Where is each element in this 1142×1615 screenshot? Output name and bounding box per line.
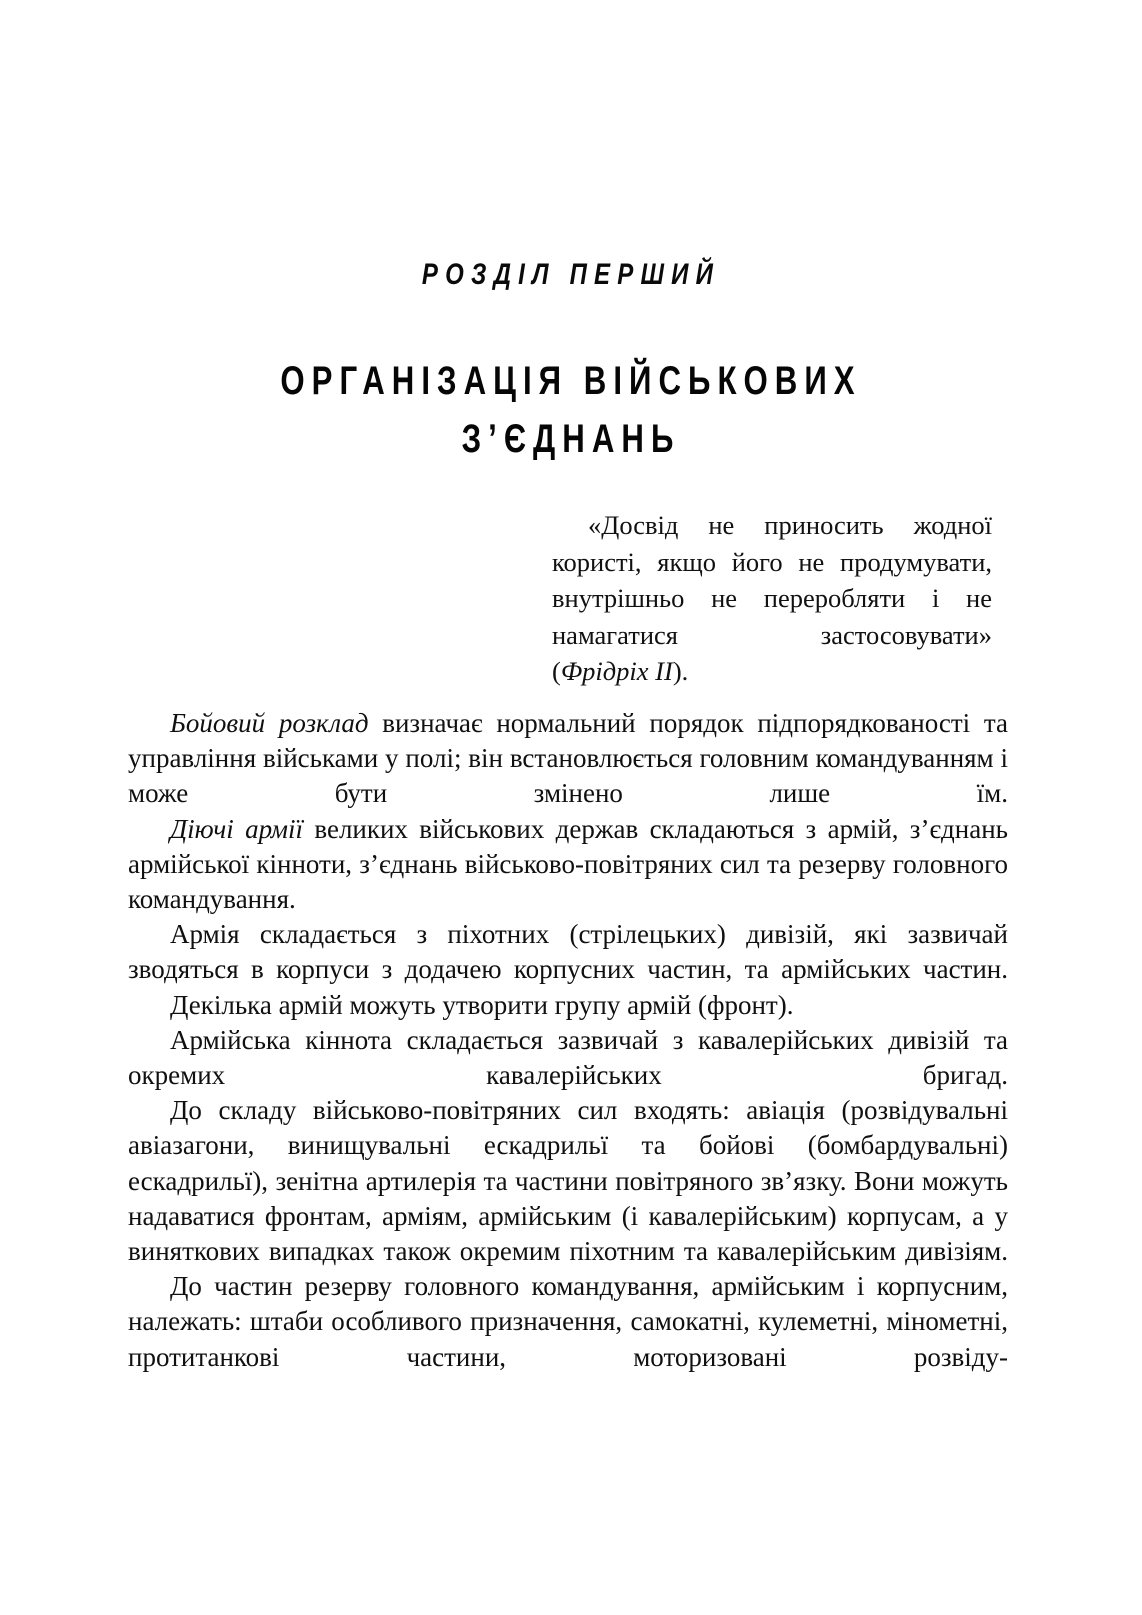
page-title-line-1: ОРГАНІЗАЦІЯ ВІЙСЬКОВИХ xyxy=(280,359,862,403)
paragraph-3-text: Армія складається з піхотних (стрілецьких) дивізій, які зазвичай зводяться в корпуси з додачею корпусних частин, та армійських частин. xyxy=(128,919,1008,985)
epigraph-attribution xyxy=(552,653,992,690)
paragraph-4 xyxy=(128,988,1008,1023)
paragraph-1-lead-italic: Бойовий розклад xyxy=(170,708,369,738)
paragraph-2 xyxy=(128,812,1008,918)
paragraph-6-text: До складу військово-повітряних сил входять: авіація (розвідувальні авіазагони, винищувальні ескадрильї та бойові (бомбардувальні) ескадрильї), зенітна артилерія та частини повітряного зв’язку. Вони можуть надаватися фронтам, арміям, армійським (і кавалерійським) корпусам, а у виняткових випадках також окремим піхотним та кавалерійським дивізіям. xyxy=(128,1095,1008,1267)
page-title xyxy=(126,352,1017,468)
epigraph-attribution-name: Фрідріх II xyxy=(560,656,673,686)
paragraph-4-text: Декілька армій можуть утворити групу армій (фронт). xyxy=(170,989,794,1020)
paragraph-7 xyxy=(128,1269,1008,1375)
paragraph-5 xyxy=(128,1023,1008,1093)
chapter-label: РОЗДІЛ ПЕРШИЙ xyxy=(421,258,721,291)
page-title-line-2: З’ЄДНАНЬ xyxy=(461,417,681,461)
epigraph xyxy=(552,507,992,690)
paragraph-5-text: Армійська кіннота складається зазвичай з кавалерійських дивізій та окремих кавалерійських бригад. xyxy=(128,1024,1008,1091)
epigraph-attribution-close: ). xyxy=(672,656,689,686)
paragraph-3 xyxy=(128,917,1008,987)
paragraph-6 xyxy=(128,1093,1008,1269)
paragraph-1 xyxy=(128,706,1008,812)
paragraph-7-text: До частин резерву головного командування, армійським і корпусним, належать: штаби особливого призначення, самокатні, кулеметні, мінометні, протитанкові частини, моторизовані розвіду- xyxy=(128,1271,1008,1372)
epigraph-quote: «Досвід не приносить жодної користі, якщо його не продумувати, внутрішньо не переробляти і не намагатися застосовувати» xyxy=(552,510,992,650)
paragraph-2-text: великих військових держав складаються з армій, з’єднань армійської кінноти, з’єднань військово-повітряних сил та резерву головного командування. xyxy=(128,813,1008,915)
epigraph-attribution-open: ( xyxy=(552,656,561,686)
body-text xyxy=(128,706,1008,1375)
paragraph-1-text: визначає нормальний порядок підпорядкованості та управління військами у полі; він встановлюється головним командуванням і може бути змінено лише їм. xyxy=(128,708,1008,809)
paragraph-2-lead-italic: Діючі армії xyxy=(170,813,303,844)
